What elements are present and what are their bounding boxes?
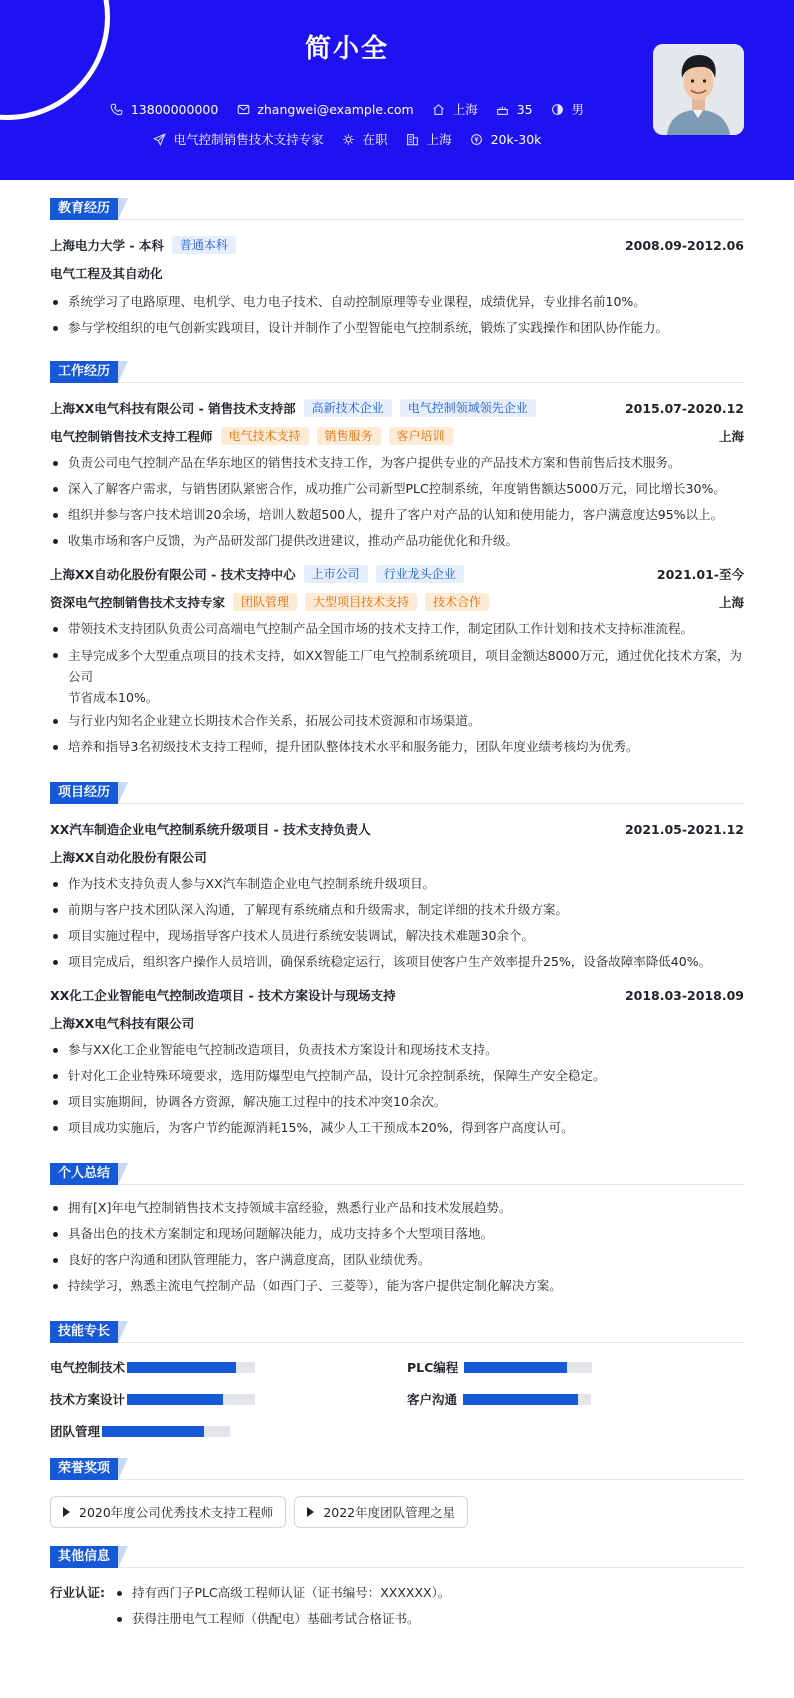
company-tag: 电气控制领域领先企业	[400, 399, 536, 417]
certification-list	[114, 1580, 450, 1632]
certification-label: 行业认证:	[50, 1585, 105, 1600]
company-tag: 高新技术企业	[304, 399, 392, 417]
education-section	[50, 198, 744, 341]
play-icon	[63, 1507, 70, 1517]
status-text: 在职	[362, 132, 388, 147]
work-title-row-2	[50, 592, 744, 612]
list-item: 项目实施期间，协调各方资源，解决施工过程中的技术冲突10余次。	[50, 1089, 744, 1115]
award-item	[50, 1496, 286, 1528]
project-period: 2018.03-2018.09	[624, 987, 744, 1003]
summary-header	[50, 1163, 744, 1185]
list-item: 参与XX化工企业智能电气控制改造项目，负责技术方案设计和现场技术支持。	[50, 1037, 744, 1063]
list-item: 拥有[X]年电气控制销售技术支持领域丰富经验，熟悉行业产品和技术发展趋势。	[50, 1195, 744, 1221]
skill-item	[50, 1422, 407, 1440]
work-city: 上海	[718, 429, 744, 444]
certification-row	[50, 1580, 744, 1632]
company-name: 上海XX自动化股份有限公司 - 技术支持中心	[50, 567, 296, 582]
list-item: 项目实施过程中，现场指导客户技术人员进行系统安装调试，解决技术难题30余个。	[50, 923, 744, 949]
education-header	[50, 198, 744, 220]
company-tag: 行业龙头企业	[376, 565, 464, 583]
contact-row	[0, 100, 694, 118]
home-icon	[432, 102, 446, 116]
skill-bar-fill	[127, 1394, 223, 1405]
project-name: XX化工企业智能电气控制改造项目 - 技术方案设计与现场支持	[50, 988, 396, 1003]
skill-name: 电气控制技术	[50, 1360, 126, 1375]
education-entry	[50, 235, 744, 255]
major-name: 电气工程及其自动化	[50, 266, 163, 281]
skill-bar-fill	[463, 1394, 578, 1405]
major-row	[50, 263, 744, 283]
list-item: 负责公司电气控制产品在华东地区的销售技术支持工作，为客户提供专业的产品技术方案和售前售后技术服务。	[50, 450, 744, 476]
job-target-item	[153, 130, 324, 148]
work-title: 工作经历	[50, 361, 118, 383]
send-icon	[153, 132, 167, 146]
project-company-row-1	[50, 847, 744, 867]
work-title-row-1	[50, 426, 744, 446]
list-item: 具备出色的技术方案制定和现场问题解决能力，成功支持多个大型项目落地。	[50, 1221, 744, 1247]
building-icon	[406, 132, 420, 146]
other-title: 其他信息	[50, 1546, 118, 1568]
skill-bar	[464, 1362, 592, 1373]
phone-icon	[110, 102, 124, 116]
sun-icon	[342, 132, 356, 146]
projects-section	[50, 782, 744, 1141]
education-period: 2008.09-2012.06	[624, 237, 744, 253]
skill-item	[50, 1390, 407, 1408]
cake-icon	[496, 102, 510, 116]
skills-grid	[50, 1358, 744, 1440]
list-item: 深入了解客户需求，与销售团队紧密合作，成功推广公司新型PLC控制系统，年度销售额达5000万元，同比增长30%。	[50, 476, 744, 502]
award-text: 2022年度团队管理之星	[323, 1505, 456, 1520]
skill-item	[50, 1358, 407, 1376]
work-entry-2	[50, 564, 744, 584]
project-company: 上海XX电气科技有限公司	[50, 1016, 195, 1031]
salary-text: 20k-30k	[490, 131, 542, 147]
target-city-item	[406, 130, 452, 148]
age-item	[496, 102, 533, 117]
mail-icon	[236, 102, 250, 116]
project-bullets-1	[50, 871, 744, 975]
list-item: 带领技术支持团队负责公司高端电气控制产品全国市场的技术支持工作，制定团队工作计划和技术支持标准流程。	[50, 616, 744, 642]
intent-row	[0, 130, 694, 148]
skill-item	[407, 1390, 744, 1408]
list-item: 获得注册电气工程师（供配电）基础考试合格证书。	[114, 1606, 450, 1632]
other-section	[50, 1546, 744, 1632]
list-item: 持有西门子PLC高级工程师认证（证书编号：XXXXXX）。	[114, 1580, 450, 1606]
resume-body	[50, 180, 744, 1632]
list-item: 前期与客户技术团队深入沟通，了解现有系统痛点和升级需求，制定详细的技术升级方案。	[50, 897, 744, 923]
role-tag: 大型项目技术支持	[305, 593, 417, 611]
job-title: 电气控制销售技术支持工程师	[50, 429, 213, 444]
skills-section	[50, 1321, 744, 1440]
summary-section	[50, 1163, 744, 1299]
project-company-row-2	[50, 1013, 744, 1033]
school-tag: 普通本科	[172, 236, 236, 254]
role-tag: 技术合作	[425, 593, 489, 611]
education-title: 教育经历	[50, 198, 118, 220]
project-company: 上海XX自动化股份有限公司	[50, 850, 207, 865]
list-item: 作为技术支持负责人参与XX汽车制造企业电气控制系统升级项目。	[50, 871, 744, 897]
role-tag: 团队管理	[233, 593, 297, 611]
project-entry-1	[50, 819, 744, 839]
list-item: 参与学校组织的电气创新实践项目，设计并制作了小型智能电气控制系统，锻炼了实践操作和团队协作能力。	[50, 315, 744, 341]
role-tag: 销售服务	[317, 427, 381, 445]
skill-bar-fill	[464, 1362, 566, 1373]
education-bullets	[50, 289, 744, 341]
list-item: 项目完成后，组织客户操作人员培训，确保系统稳定运行，该项目使客户生产效率提升25%，设备故障率降低40%。	[50, 949, 744, 975]
company-name: 上海XX电气科技有限公司 - 销售技术支持部	[50, 401, 296, 416]
skill-bar-fill	[127, 1362, 236, 1373]
skill-bar-fill	[102, 1426, 204, 1437]
role-tag: 电气技术支持	[221, 427, 309, 445]
avatar	[653, 44, 744, 135]
gender-text: 男	[571, 102, 585, 117]
award-text: 2020年度公司优秀技术支持工程师	[79, 1505, 274, 1520]
play-icon	[307, 1507, 314, 1517]
list-item: 系统学习了电路原理、电机学、电力电子技术、自动控制原理等专业课程，成绩优异，专业排名前10%。	[50, 289, 744, 315]
project-bullets-2	[50, 1037, 744, 1141]
list-item: 针对化工企业特殊环境要求，选用防爆型电气控制产品，设计冗余控制系统，保障生产安全稳定。	[50, 1063, 744, 1089]
list-item: 组织并参与客户技术培训20余场，培训人数超500人，提升了客户对产品的认知和使用能力，客户满意度达95%以上。	[50, 502, 744, 528]
work-period: 2021.01-至今	[656, 567, 744, 582]
gender-icon	[551, 102, 565, 116]
work-header	[50, 361, 744, 383]
location-text: 上海	[452, 102, 478, 117]
list-item	[50, 642, 744, 708]
candidate-name: 简小全	[304, 34, 389, 64]
awards-header	[50, 1458, 744, 1480]
work-city: 上海	[718, 595, 744, 610]
school-name: 上海电力大学 - 本科	[50, 238, 164, 253]
age-text: 35	[516, 101, 533, 117]
skill-name: 客户沟通	[407, 1392, 458, 1407]
company-tag: 上市公司	[304, 565, 368, 583]
skills-header	[50, 1321, 744, 1343]
skill-name: 技术方案设计	[50, 1392, 126, 1407]
skill-name: PLC编程	[407, 1360, 459, 1375]
summary-bullets	[50, 1195, 744, 1299]
awards-section	[50, 1458, 744, 1528]
gender-item	[551, 100, 585, 118]
resume-header	[0, 0, 794, 180]
status-item	[342, 130, 388, 148]
awards-list	[50, 1496, 744, 1528]
skill-bar	[127, 1362, 255, 1373]
skill-bar	[463, 1394, 591, 1405]
work-section	[50, 361, 744, 760]
salary-item	[470, 132, 542, 147]
money-icon	[470, 132, 484, 146]
list-item: 与行业内知名企业建立长期技术合作关系，拓展公司技术资源和市场渠道。	[50, 708, 744, 734]
list-item: 培养和指导3名初级技术支持工程师，提升团队整体技术水平和服务能力，团队年度业绩考核均为优秀。	[50, 734, 744, 760]
list-item-line: 节省成本10%。	[68, 690, 159, 705]
skills-title: 技能专长	[50, 1321, 118, 1343]
phone-item	[110, 102, 218, 117]
email-text: zhangwei@example.com	[257, 101, 414, 117]
role-tag: 客户培训	[389, 427, 453, 445]
list-item-line: 主导完成多个大型重点项目的技术支持，如XX智能工厂电气控制系统项目，项目金额达8000万元，通过优化技术方案，为公司	[68, 648, 742, 684]
other-header	[50, 1546, 744, 1568]
list-item: 持续学习，熟悉主流电气控制产品（如西门子、三菱等），能为客户提供定制化解决方案。	[50, 1273, 744, 1299]
project-name: XX汽车制造企业电气控制系统升级项目 - 技术支持负责人	[50, 822, 371, 837]
target-city-text: 上海	[426, 132, 452, 147]
projects-title: 项目经历	[50, 782, 118, 804]
phone-text: 13800000000	[130, 101, 219, 117]
list-item: 良好的客户沟通和团队管理能力，客户满意度高，团队业绩优秀。	[50, 1247, 744, 1273]
awards-title: 荣誉奖项	[50, 1458, 118, 1480]
list-item: 项目成功实施后，为客户节约能源消耗15%，减少人工干预成本20%，得到客户高度认可。	[50, 1115, 744, 1141]
project-entry-2	[50, 985, 744, 1005]
location-item	[432, 100, 478, 118]
projects-header	[50, 782, 744, 804]
work-bullets-1	[50, 450, 744, 554]
job-title: 资深电气控制销售技术支持专家	[50, 595, 226, 610]
summary-title: 个人总结	[50, 1163, 118, 1185]
project-period: 2021.05-2021.12	[624, 821, 744, 837]
work-period: 2015.07-2020.12	[624, 400, 744, 416]
award-item	[294, 1496, 468, 1528]
skill-item	[407, 1358, 744, 1376]
skill-name: 团队管理	[50, 1424, 101, 1439]
work-entry-1	[50, 398, 744, 418]
work-bullets-2	[50, 616, 744, 760]
list-item: 收集市场和客户反馈，为产品研发部门提供改进建议，推动产品功能优化和升级。	[50, 528, 744, 554]
job-target-text: 电气控制销售技术支持专家	[173, 132, 324, 147]
email-item	[236, 102, 413, 117]
skill-bar	[102, 1426, 230, 1437]
skill-bar	[127, 1394, 255, 1405]
